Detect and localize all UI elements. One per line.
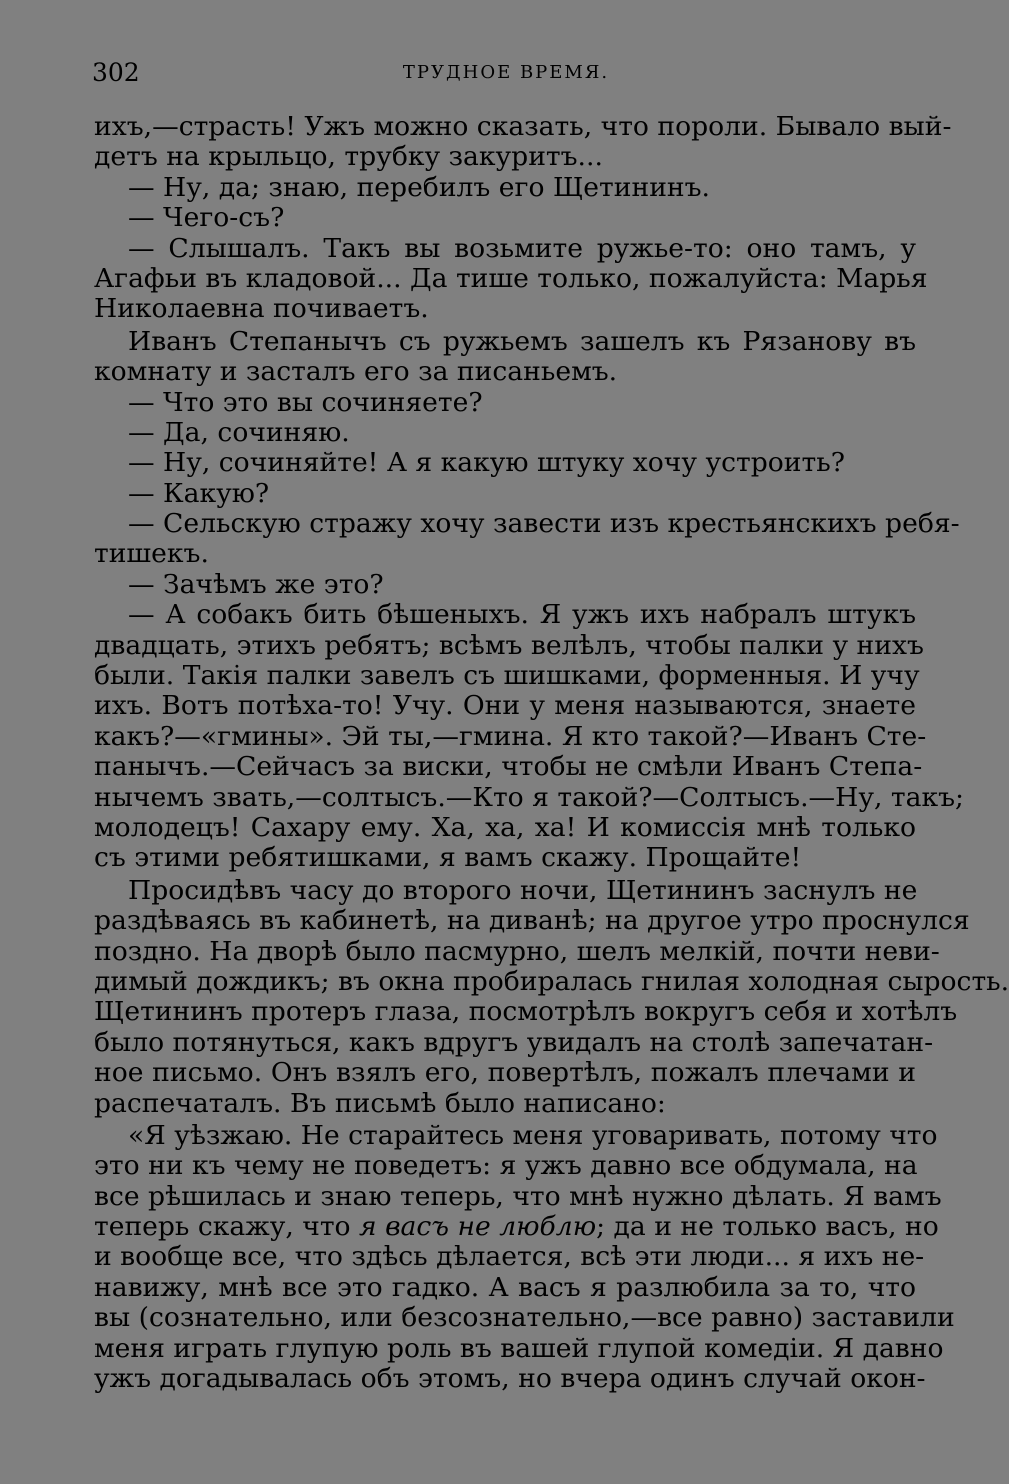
text-line: Агафьи въ кладовой... Да тише только, пожалуйста: Марья — [94, 262, 928, 294]
text-line — [94, 1211, 939, 1243]
dialogue-line: — Ну, да; знаю, перебилъ его Щетининъ. — [128, 171, 711, 203]
text-line: тишекъ. — [94, 538, 209, 570]
text-line: ное письмо. Онъ взялъ его, повертѣлъ, пожалъ плечами и — [94, 1057, 916, 1089]
text-line: было потянуться, какъ вдругъ увидалъ на столѣ запечатан- — [94, 1026, 934, 1058]
text-line: нычемъ звать,—солтысъ.—Кто я такой?—Солтысъ.—Ну, такъ; — [94, 781, 964, 813]
page-number: 302 — [92, 58, 140, 87]
text-line: ужъ догадывалась объ этомъ, но вчера одинъ случай окон- — [94, 1363, 926, 1395]
text-line: все рѣшилась и знаю теперь, что мнѣ нужно дѣлать. Я вамъ — [94, 1180, 942, 1212]
text-line: это ни къ чему не поведетъ: я ужъ давно все обдумала, на — [94, 1150, 918, 1182]
text-line: Николаевна почиваетъ. — [94, 293, 429, 325]
text-line: распечаталъ. Въ письмѣ было написано: — [94, 1087, 666, 1119]
dialogue-line: — Да, сочиняю. — [128, 416, 350, 448]
text-line: какъ?—«гмины». Эй ты,—гмина. Я кто такой?—Иванъ Сте- — [94, 720, 927, 752]
text-segment: теперь скажу, что — [94, 1211, 360, 1243]
text-line: димый дождикъ; въ окна пробиралась гнилая холодная сырость. — [94, 965, 1009, 997]
text-line: навижу, мнѣ все это гадко. А васъ я разлюбила за то, что — [94, 1271, 916, 1303]
paragraph-start: Просидѣвъ часу до второго ночи, Щетининъ заснулъ не — [128, 874, 918, 906]
text-line: вы (сознательно, или безсознательно,—все равно) заставили — [94, 1302, 955, 1334]
paragraph-start: Иванъ Степанычъ съ ружьемъ зашелъ къ Рязанову въ — [128, 325, 916, 357]
text-line: и вообще все, что здѣсь дѣлается, всѣ эти люди... я ихъ не- — [94, 1241, 925, 1273]
text-line: панычъ.—Сейчасъ за виски, чтобы не смѣли Иванъ Степа- — [94, 751, 923, 783]
text-line: съ этими ребятишками, я вамъ скажу. Прощайте! — [94, 842, 802, 874]
dialogue-line: — Слышалъ. Такъ вы возьмите ружье-то: оно тамъ, у — [128, 232, 916, 264]
text-line: двадцать, этихъ ребятъ; всѣмъ велѣлъ, чтобы палки у нихъ — [94, 629, 924, 661]
text-line: ихъ,—страсть! Ужъ можно сказать, что пороли. Бывало вый- — [94, 111, 952, 142]
dialogue-line: — Сельскую стражу хочу завести изъ крестьянскихъ ребя- — [128, 508, 960, 540]
dialogue-line: — Зачѣмъ же это? — [128, 568, 384, 600]
dialogue-line: — Какую? — [128, 477, 270, 509]
page-body — [94, 111, 1009, 1395]
page-header — [92, 58, 920, 92]
text-line: поздно. На дворѣ было пасмурно, шелъ мелкій, почти неви- — [94, 935, 940, 967]
text-line: раздѣваясь въ кабинетѣ, на диванѣ; на другое утро проснулся — [94, 905, 970, 937]
emphasis-text: я васъ не люблю — [359, 1211, 597, 1243]
text-line: ихъ. Вотъ потѣха-то! Учу. Они у меня называются, знаете — [94, 690, 916, 722]
dialogue-line: — Ну, сочиняйте! А я какую штуку хочу устроить? — [128, 447, 845, 479]
text-line: комнату и засталъ его за писаньемъ. — [94, 356, 618, 388]
text-segment: ; да и не только васъ, но — [596, 1211, 939, 1243]
text-line: были. Такія палки завелъ съ шишками, форменныя. И учу — [94, 660, 920, 692]
text-line: меня играть глупую роль въ вашей глупой комедіи. Я давно — [94, 1332, 944, 1364]
text-line: молодецъ! Сахару ему. Ха, ха, ха! И комиссія мнѣ только — [94, 811, 916, 843]
text-line: детъ на крыльцо, трубку закуритъ... — [94, 141, 603, 173]
letter-start: «Я уѣзжаю. Не старайтесь меня уговаривать, потому что — [128, 1119, 938, 1151]
dialogue-line: — Чего-съ? — [128, 202, 285, 234]
dialogue-line: — А собакъ бить бѣшеныхъ. Я ужъ ихъ набралъ штукъ — [128, 599, 916, 631]
text-line: Щетининъ протеръ глаза, посмотрѣлъ вокругъ себя и хотѣлъ — [94, 996, 958, 1028]
dialogue-line: — Что это вы сочиняете? — [128, 386, 483, 418]
running-title: ТРУДНОЕ ВРЕМЯ. — [402, 62, 610, 83]
